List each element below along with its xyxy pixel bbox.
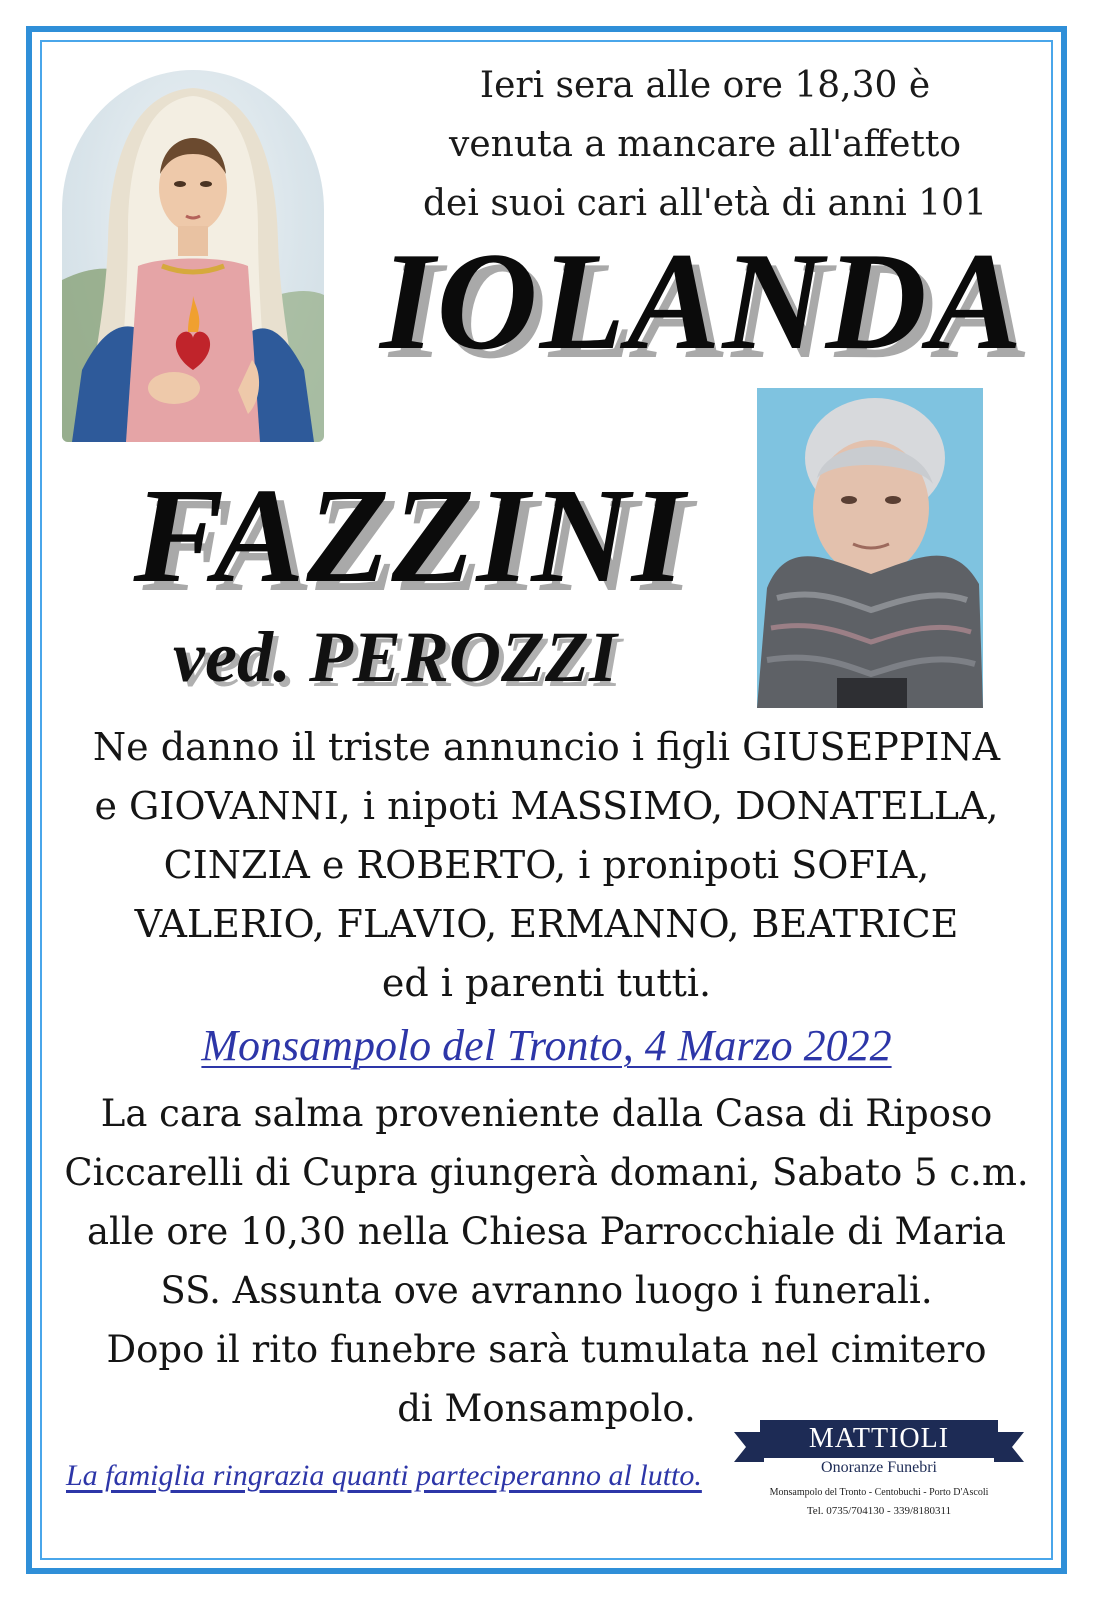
funeral-home-phone: Tel. 0735/704130 - 339/8180311	[806, 1505, 952, 1517]
intro-line: Ieri sera alle ore 18,30 è	[479, 65, 931, 106]
widow-of: ved. PEROZZI	[173, 617, 617, 697]
intro-text	[420, 56, 990, 233]
funeral-home-towns: Monsampolo del Tronto - Centobuchi - Porto D'Ascoli	[769, 1487, 989, 1498]
place-date-text: Monsampolo del Tronto, 4 Marzo 2022	[201, 1021, 892, 1070]
last-name: FAZZINI	[133, 461, 687, 611]
portrait-photo	[757, 388, 983, 708]
first-name: IOLANDA	[380, 224, 1025, 379]
announcement-line: CINZIA e ROBERTO, i pronipoti SOFIA,	[163, 843, 930, 887]
intro-line: dei suoi cari all'età di anni 101	[423, 183, 987, 224]
announcement-line: VALERIO, FLAVIO, ERMANNO, BEATRICE	[134, 902, 959, 946]
funeral-line: alle ore 10,30 nella Chiesa Parrocchiale di Maria	[87, 1210, 1006, 1253]
funeral-line: La cara salma proveniente dalla Casa di Riposo	[100, 1092, 993, 1135]
funeral-home-subtitle: Onoranze Funebri	[821, 1459, 937, 1476]
announcement-line: Ne danno il triste annuncio i figli GIUSEPPINA	[92, 725, 1001, 769]
funeral-home-name: MATTIOLI	[808, 1423, 950, 1454]
funeral-details	[52, 1084, 1041, 1438]
funeral-line: SS. Assunta ove avranno luogo i funerali.	[160, 1269, 933, 1312]
place-date	[60, 1018, 1033, 1074]
intro-line: venuta a mancare all'affetto	[449, 124, 961, 165]
funeral-line: Ciccarelli di Cupra giungerà domani, Sabato 5 c.m.	[64, 1151, 1029, 1194]
announcement-line: ed i parenti tutti.	[381, 961, 712, 1005]
funeral-home-logo	[734, 1414, 1024, 1524]
funeral-line: Dopo il rito funebre sarà tumulata nel cimitero	[106, 1328, 987, 1371]
funeral-line: di Monsampolo.	[397, 1387, 696, 1430]
madonna-image	[62, 70, 324, 442]
announcement-text	[60, 718, 1033, 1013]
thanks-text: La famiglia ringrazia quanti parteciperanno al lutto.	[66, 1459, 702, 1492]
announcement-line: e GIOVANNI, i nipoti MASSIMO, DONATELLA,	[94, 784, 999, 828]
